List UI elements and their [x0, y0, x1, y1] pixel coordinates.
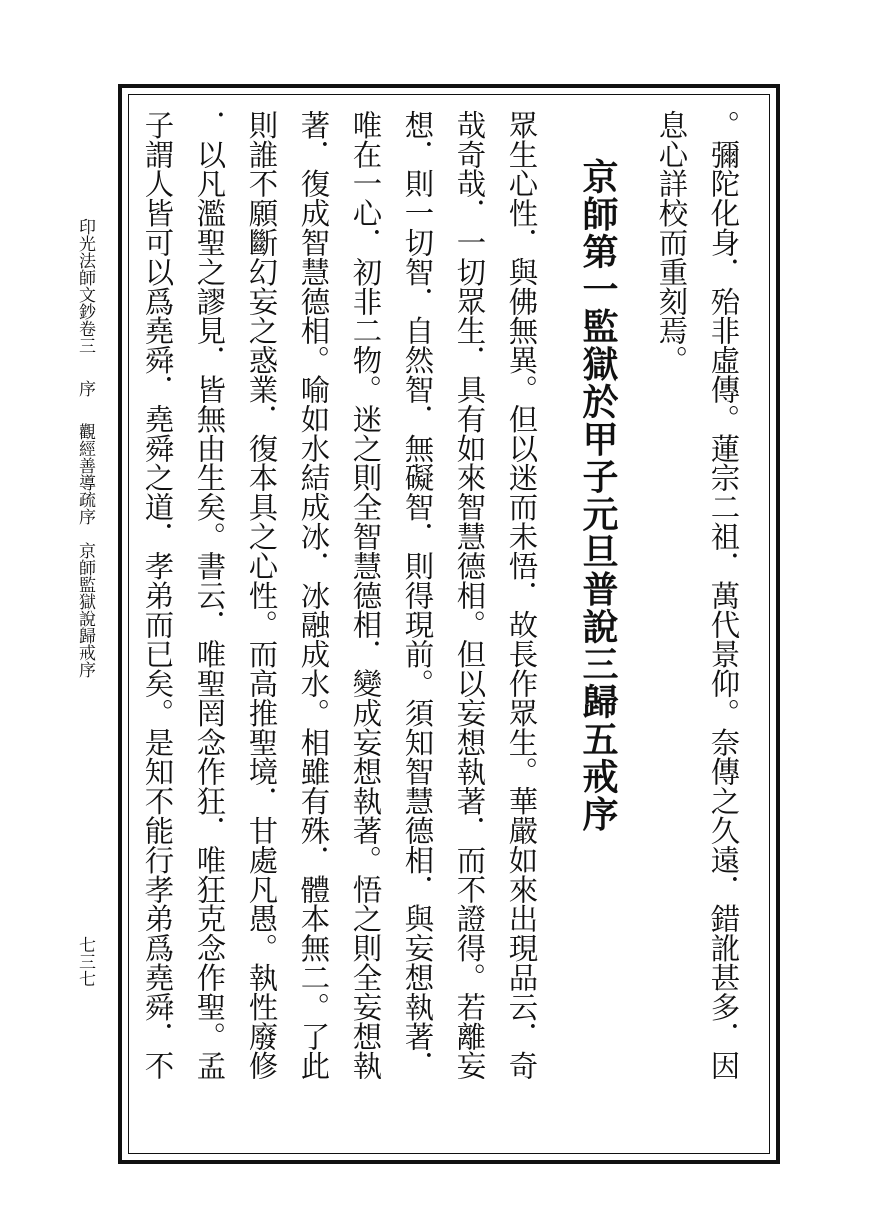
running-header — [76, 218, 93, 678]
body-line-5: 著．復成智慧德相。喻如水結成冰．冰融成水。相雖有殊．體本無二。了此 — [296, 110, 331, 1081]
continuation-line-1: 。彌陀化身．殆非虛傳。蓮宗二祖．萬代景仰。奈傳之久遠．錯訛甚多．因 — [706, 110, 741, 1081]
section-label: 序 — [75, 380, 95, 397]
book-title: 印光法師文鈔卷三 — [75, 218, 95, 354]
section-title: 京師第一監獄於甲子元旦普說三歸五戒序 — [577, 158, 619, 833]
body-line-2: 哉奇哉．一切眾生．具有如來智慧德相。但以妄想執著．而不證得。若離妄 — [452, 110, 487, 1081]
pieces-label: 觀經善導疏序 京師監獄說歸戒序 — [75, 423, 95, 678]
body-line-8: 子謂人皆可以爲堯舜．堯舜之道．孝弟而已矣。是知不能行孝弟爲堯舜．不 — [140, 110, 175, 1081]
continuation-line-2: 息心詳校而重刻焉。 — [654, 110, 689, 375]
body-line-4: 唯在一心．初非二物。迷之則全智慧德相．變成妄想執著。悟之則全妄想執 — [348, 110, 383, 1081]
body-line-3: 想．則一切智．自然智．無礙智．則得現前。須知智慧德相．與妄想執著． — [400, 110, 435, 1081]
body-line-7: ．以凡濫聖之謬見．皆無由生矣。書云．唯聖罔念作狂．唯狂克念作聖。孟 — [192, 110, 227, 1081]
body-line-1: 眾生心性．與佛無異。但以迷而未悟．故長作眾生。華嚴如來出現品云．奇 — [504, 110, 539, 1081]
page-number: 七三七 — [75, 936, 95, 987]
body-line-6: 則誰不願斷幻妄之惑業．復本具之心性。而高推聖境．甘處凡愚。執性廢修 — [244, 110, 279, 1081]
